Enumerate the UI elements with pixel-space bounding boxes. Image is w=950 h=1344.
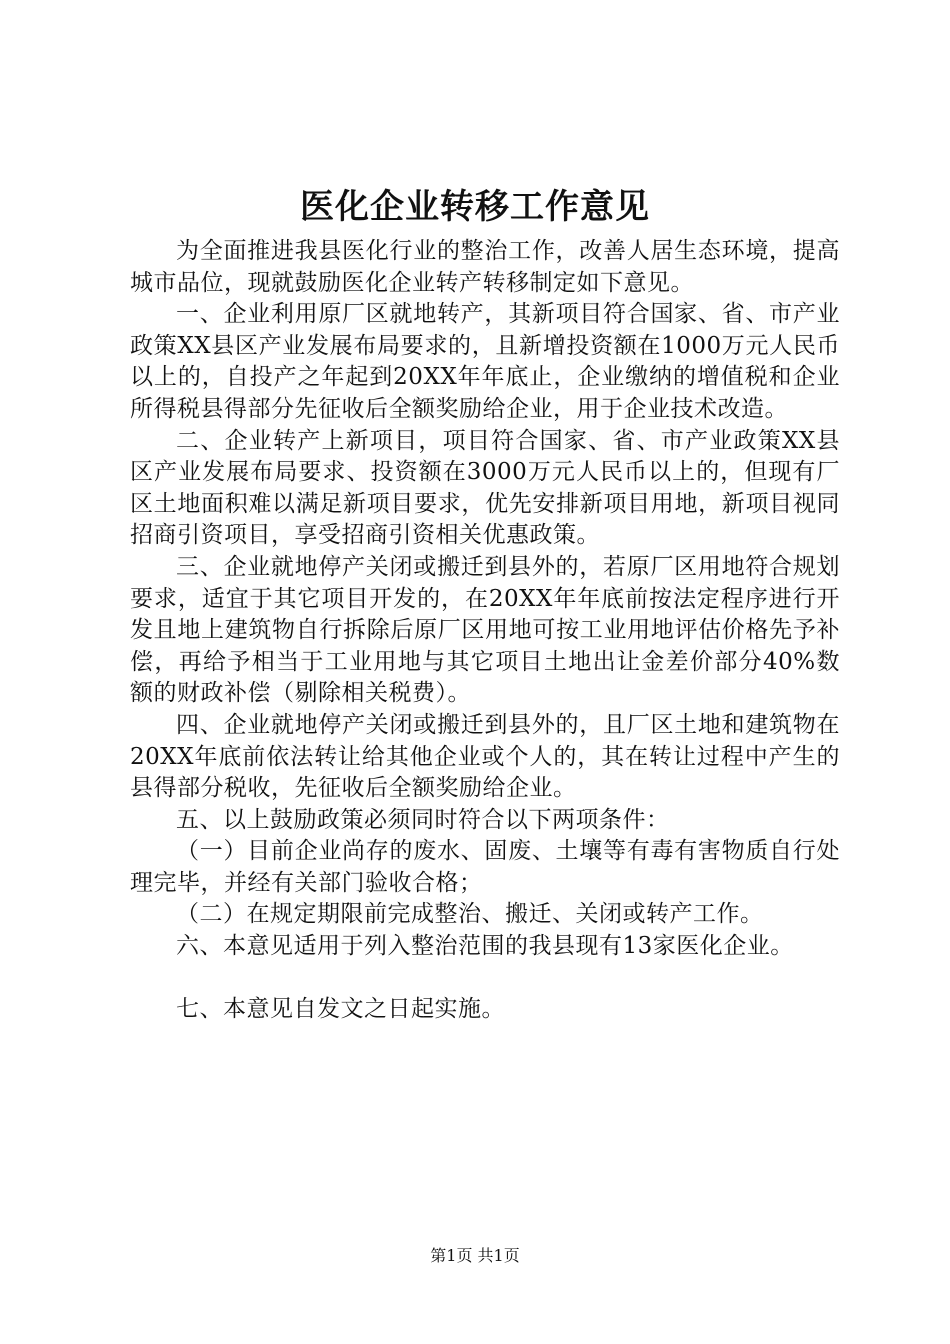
page-footer: 第1页 共1页: [430, 1246, 520, 1265]
paragraph-item-3: 三、企业就地停产关闭或搬迁到县外的，若原厂区用地符合规划要求，适宜于其它项目开发的，在20XX年年底前按法定程序进行开发且地上建筑物自行拆除后原厂区用地可按工业用地评估价格先予补偿，再给予相当于工业用地与其它项目土地出让金差价部分40%数额的财政补偿（剔除相关税费）。: [130, 553, 840, 707]
paragraph-item-2: 二、企业转产上新项目，项目符合国家、省、市产业政策XX县区产业发展布局要求、投资额在3000万元人民币以上的，但现有厂区土地面积难以满足新项目要求，优先安排新项目用地，新项目视同招商引资项目，享受招商引资相关优惠政策。: [130, 427, 840, 549]
paragraph-item-1: 一、企业利用原厂区就地转产，其新项目符合国家、省、市产业政策XX县区产业发展布局要求的，且新增投资额在1000万元人民币以上的，自投产之年起到20XX年年底止，企业缴纳的增值税和企业所得税县得部分先征收后全额奖励给企业，用于企业技术改造。: [130, 301, 840, 422]
paragraph-item-6: 六、本意见适用于列入整治范围的我县现有13家医化企业。: [176, 933, 794, 960]
paragraph-item-5: 五、以上鼓励政策必须同时符合以下两项条件：: [176, 806, 670, 833]
paragraph-condition-2: （二）在规定期限前完成整治、搬迁、关闭或转产工作。: [176, 901, 764, 928]
document-body: [130, 236, 840, 1026]
paragraph-item-7: 七、本意见自发文之日起实施。: [176, 996, 505, 1023]
paragraph-item-4: 四、企业就地停产关闭或搬迁到县外的，且厂区土地和建筑物在20XX年底前依法转让给其他企业或个人的，其在转让过程中产生的县得部分税收，先征收后全额奖励给企业。: [130, 711, 840, 802]
paragraph-condition-1: （一）目前企业尚存的废水、固废、土壤等有毒有害物质自行处理完毕，并经有关部门验收合格；: [130, 838, 840, 896]
document-title: 医化企业转移工作意见: [300, 187, 650, 227]
paragraph-intro: 为全面推进我县医化行业的整治工作，改善人居生态环境，提高城市品位，现就鼓励医化企业转产转移制定如下意见。: [130, 238, 840, 296]
